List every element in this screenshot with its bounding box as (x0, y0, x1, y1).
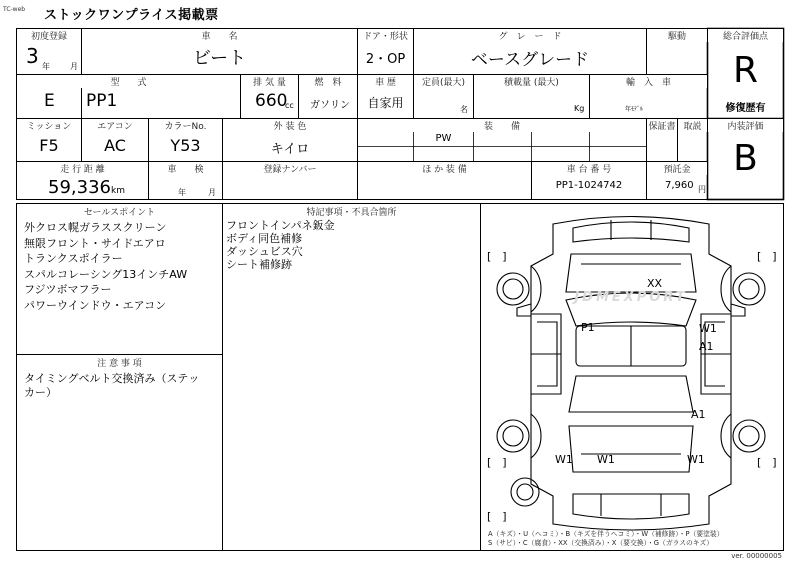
overall-score: R (732, 50, 758, 91)
label-mission: ミッション (17, 119, 81, 132)
displacement: 660 (255, 91, 288, 111)
bracket-front-left: [ ] (487, 250, 507, 263)
inspection-unit-month: 月 (208, 188, 216, 197)
unit-kg: Kg (574, 104, 585, 113)
caution-item: カー） (24, 386, 57, 399)
label-displacement: 排 気 量 (241, 75, 298, 88)
unit-cc: cc (285, 101, 294, 110)
mark-a1-rear: A1 (691, 408, 706, 421)
label-color-no: カラーNo. (149, 119, 222, 132)
sales-point-item: トランクスポイラー (24, 252, 123, 265)
deposit-amount: 7,960 (665, 180, 694, 191)
label-drive: 駆動 (647, 29, 707, 42)
mark-w1-right: W1 (699, 322, 717, 335)
label-other-equipment: ほ か 装 備 (358, 162, 531, 175)
overall-note: 修復歴有 (725, 103, 766, 114)
label-special-notes: 特記事項・不具合箇所 (223, 205, 480, 218)
unit-month: 月 (70, 62, 78, 71)
sales-point-item: フジツボマフラー (24, 283, 112, 296)
label-first-reg: 初度登録 (17, 29, 81, 42)
unit-seats: 名 (460, 105, 468, 114)
version-label: ver. 00000005 (731, 552, 782, 560)
label-model: 型 式 (17, 75, 240, 88)
label-manual: 取説 (678, 119, 707, 132)
unit-km: km (111, 186, 125, 196)
cautions-list (24, 372, 199, 400)
label-grade: グ レ ー ド (414, 29, 646, 42)
color-no: Y53 (170, 136, 201, 155)
inspection-unit-year: 年 (178, 188, 186, 197)
sales-points-list (24, 220, 187, 313)
history: 自家用 (367, 96, 404, 110)
sales-point-item: 外クロス幌ガラススクリーン (24, 221, 167, 234)
sales-point-item: 無限フロント・サイドエアロ (24, 236, 166, 250)
bracket-rear-left: [ ] (487, 456, 507, 469)
equipment-pw: PW (435, 133, 452, 144)
model-code: PP1 (86, 91, 118, 111)
label-aircon: エアコン (82, 119, 148, 132)
bracket-front-right: [ ] (757, 250, 777, 263)
label-door-type: ドア・形状 (358, 29, 413, 42)
label-overall: 総合評価点 (708, 29, 783, 42)
label-import: 輸 入 車 (590, 75, 707, 88)
label-price: 預託金 (647, 162, 707, 175)
legend-line: S（サビ）・C（腐食）・XX（交換済み）・X（要交換）・G（ガラスのキズ） (488, 539, 714, 547)
special-note-item: シート補修跡 (226, 258, 292, 271)
unit-year: 年 (42, 62, 50, 71)
form-title: ストックワンプライス掲載票 (44, 8, 219, 23)
mark-w1-right-rear: W1 (687, 453, 705, 466)
chassis-number: PP1-1024742 (555, 180, 623, 191)
label-equipment: 装 備 (358, 119, 646, 132)
label-inspection: 車 検 (149, 162, 222, 175)
damage-legend (488, 530, 724, 548)
car-damage-diagram (481, 204, 783, 550)
grade: ベースグレード (470, 50, 590, 70)
bracket-spare: [ ] (487, 510, 507, 523)
car-name: ビート (192, 48, 247, 69)
mark-p1: P1 (581, 321, 595, 334)
label-interior: 内装評価 (708, 119, 783, 132)
bracket-rear-right: [ ] (757, 456, 777, 469)
label-chassis: 車 台 番 号 (532, 162, 646, 175)
interior-score: B (733, 138, 758, 179)
unit-model-year: 年ﾓﾃﾞﾙ (625, 106, 644, 113)
aircon: AC (104, 136, 126, 155)
mission: F5 (39, 136, 59, 155)
label-warranty: 保証書 (647, 119, 677, 132)
label-capacity: 定員(最大) (414, 75, 473, 88)
mark-w1-center-rear: W1 (597, 453, 615, 466)
model-prefix: E (44, 91, 55, 111)
caution-item: タイミングベルト交換済み（ステッ (24, 372, 200, 385)
mark-w1-left-rear: W1 (555, 453, 573, 466)
label-sales-points: セールスポイント (17, 205, 222, 218)
special-note-item: ダッシュビス穴 (226, 245, 303, 258)
watermark: JDMEXPORT (574, 290, 688, 305)
label-exterior: 外 装 色 (223, 119, 357, 132)
fuel: ガソリン (310, 100, 350, 111)
sales-point-item: パワーウインドウ・エアコン (24, 298, 167, 312)
label-cautions: 注 意 事 項 (17, 356, 222, 369)
legend-line: A（キズ）・U（ヘコミ）・B（キズを伴うヘコミ）・W（補修跡）・P（要塗装） (488, 530, 724, 538)
first-reg-year: 3 (26, 44, 39, 68)
special-note-item: フロントインパネ鈑金 (226, 219, 335, 232)
special-note-item: ボディ同色補修 (226, 232, 303, 245)
label-history: 車 歴 (358, 75, 413, 88)
label-load: 積載量 (最大) (474, 75, 589, 88)
label-mileage: 走 行 距 離 (17, 162, 148, 175)
label-fuel: 燃 料 (299, 75, 357, 88)
mark-a1-right: A1 (699, 340, 714, 353)
door-type: 2・OP (365, 52, 406, 67)
sales-point-item: スパルコレーシング13インチAW (24, 267, 188, 281)
special-notes-list (226, 219, 335, 271)
mark-xx: XX (647, 277, 663, 290)
label-car-name: 車 名 (82, 29, 357, 42)
unit-yen: 円 (698, 185, 706, 194)
tc-web-logo: TC-web (3, 6, 26, 13)
mileage: 59,336 (48, 177, 111, 198)
label-reg-number: 登録ナンバー (223, 162, 357, 175)
exterior-color: キイロ (270, 142, 310, 157)
